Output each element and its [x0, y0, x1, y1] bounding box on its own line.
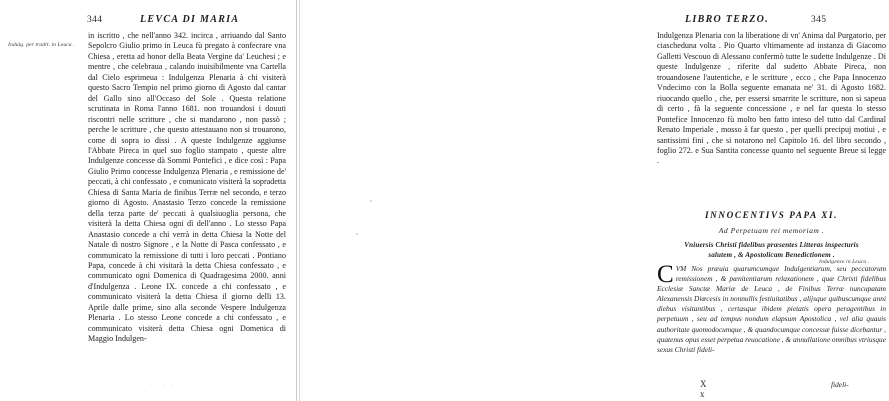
papal-bull-address: [657, 240, 886, 260]
papal-bull-address-line-2: salutem , & Apostolicam Benedictionem .: [708, 251, 835, 259]
recto-marginal-note: Indulgenze in Leuca .: [819, 259, 870, 265]
paper-speck: [370, 200, 372, 202]
paper-speck: [356, 233, 358, 235]
verso-marginal-note: Indulg. per tradit. in Leuca .: [8, 42, 75, 48]
quire-signature-mark: X x: [700, 379, 708, 399]
verso-ink-smudge: . . . .: [150, 381, 175, 387]
recto-paragraph: Indulgenza Plenaria con la liberatione di vn' Anima dal Purgatorio, per ciascheduna volta . Pio Quarto vltimamente ad instanza di Giacomo Galletti Vescouo di Alessano confermò tutte le sudette Indulgenze . Di queste Indulgenze , riferite dal sudetto Abbate Pireca, non trouandosene l'autentiche, e le scritture , ecco , che Papa Innocenzo Vndecimo con la Bolla seguente emanata ne' 31. di Agosto 1682. riuocando quello , che, per essersi smarrite le scritture, non si sapeua di certo , fà la seguente concessione , e nel far questa lo stesso Pontefice Innocenzo fù molto ben fatto inteso del tutto dal Cardinal Renato Imperiale , mosso à far questo , per quelli precipuj motiui , e santissimi fini , che si notarono nel Capitolo 16. del libro secondo , foglio 272. e Sua Santita concesse quanto nel seguente Breue si legge .: [657, 31, 886, 166]
verso-paragraph: in iscritto , che nell'anno 342. incirca , arriuando dal Santo Sepolcro Giulio primo in Leuca fù pregato à confecrare vna Chiesa , eretta ad honor della Beata Vergine da' Leuchesi ; e mentre , che celebraua , calando inuisibilmente vna Cartella dal Cielo esprimeua : Indulgenza Plenaria à chi visiterà questo Sacro Tempio nel primo giorno di Agosto dal cantar del Gallo sino all'Occaso del Sole . Questa relatione scrutinata in Roma l'anno 1681. non trouandosi i douuti riscontri nelle scritture , che si mandarono , non passò ; perche le scritture , che questo attestauano non si trouarono, come di sopra io dissi . A queste Indulgenze aggiunse l'Abbate Pireca in quel suo foglio stampato , queste altre Indulgenze concesse dà Sommi Pontefici , e dice così : Papa Giulio Primo concesse Indulgenza Plenaria , e remissione de' peccati, à chi confessato , e comunicato visiterà la sopradetta Chiesa di Santa Maria de finibus Terræ nel secondo, e terzo giorno di Agosto. Anastasio Terzo concede la remissione della terza parte de' peccati à qualsiuoglia persona, che visiterà la detta Chiesa ogni dì dell'anno . Lo stesso Papa Anastasio concede a chi verrà in detta Chiesa la Notte del Natale di nostro Signore , e la Notte di Pasca confessato , e communicato la remissione di tutti i loro peccati . Pontiano Papa, concede à chi visitarà la detta Chiesa confessato , e communicato ogni Domenica di Quadragesima 2000. anni d'Indulgenza . Leone IX. concede a chi confessato , e communicato visiterà la detta Chiesa il giorno delli 13. Aprile dalle prime, sino alla seconde Vespere Indulgenza Plenaria . Lo stesso Leone concede a chi confessato , e communicato visiterà detta Chiesa ogni Domenica di Maggio Indulgen-: [88, 31, 286, 344]
page-gutter-line: [296, 0, 297, 401]
recto-catchword: fideli-: [831, 380, 849, 389]
papal-bull-heading: INNOCENTIVS PAPA XI.: [705, 210, 838, 220]
recto-folio-number: 345: [811, 15, 827, 25]
recto-running-title: LIBRO TERZO.: [685, 14, 769, 25]
papal-bull-subtitle: Ad Perpetuam rei memoriam .: [718, 226, 825, 235]
verso-page: [0, 0, 297, 401]
papal-bull-address-line-1: Vniuersis Christi fidelibus præsentes Litteras inspecturis: [684, 241, 859, 249]
recto-body-text: [657, 31, 886, 167]
drop-cap-initial: C: [657, 261, 674, 288]
verso-running-title: LEVCA DI MARIA: [140, 14, 240, 25]
verso-body-text: [88, 31, 286, 345]
recto-page: [300, 0, 886, 401]
papal-bull-paragraph: VM Nos præuia quarumcumque Indulgentiarum, seu peccatorum remissionem , & pænitentiarum relaxationem , quæ Christi fidelibus Ecclesiæ Sanctæ Mariæ de Leuca , de Finibus Terræ nuncupatam Alexanensis Diœcesis in nonnullis festiuitatibus , alijsque quibuscumque anni diebus visitantibus , certasque ibidem pietatis opera peragentibus in perpetuum , seu ad tempus nondum elapsum Apostolica , vel alia quauis authoritate quomodocumque , & quandocumque concessæ fuisse dicebantur , quatenus opus esset perpetua reuocatione , & annullatione omnibus vtriusque sexus Christi fideli-: [657, 264, 886, 354]
verso-folio-number: 344: [87, 15, 103, 25]
